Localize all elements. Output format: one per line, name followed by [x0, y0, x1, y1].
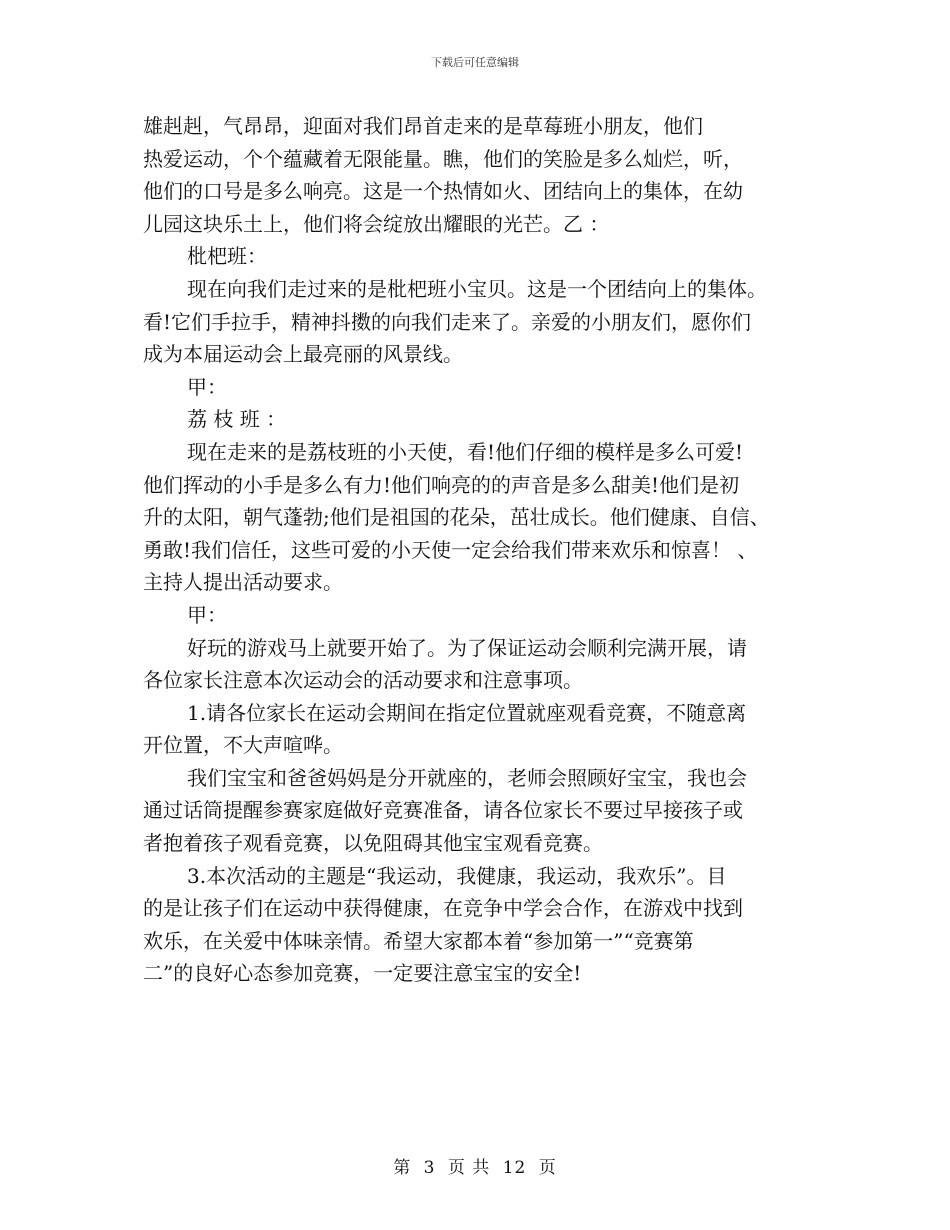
- speaker-label: 甲：: [187, 602, 227, 627]
- text-line: 现在向我们走过来的是枇杷班小宝贝。这是一个团结向上的集体。: [187, 276, 767, 301]
- total-pages: 12: [502, 1158, 527, 1178]
- text-line: 开位置，不大声喧哗。: [143, 733, 343, 758]
- footer-prefix: 第: [393, 1158, 412, 1178]
- speaker-label: 枇杷班：: [187, 244, 267, 269]
- text-line: 各位家长注意本次运动会的活动要求和注意事项。: [143, 668, 583, 693]
- text-line: 他们的口号是多么响亮。这是一个热情如火、团结向上的集体，在幼: [143, 179, 743, 204]
- footer-mid: 页 共: [447, 1158, 491, 1178]
- text-line: 3.本次活动的主题是“我运动，我健康，我运动，我欢乐”。目: [187, 863, 727, 888]
- text-line: 欢乐，在关爱中体味亲情。希望大家都本着“参加第一”“竞赛第: [143, 928, 694, 953]
- text-line: 好玩的游戏马上就要开始了。为了保证运动会顺利完满开展，请: [187, 635, 747, 660]
- page-footer: [0, 1153, 950, 1178]
- text-line: 成为本届运动会上最亮丽的风景线。: [143, 342, 463, 367]
- text-line: 主持人提出活动要求。: [143, 570, 343, 595]
- text-line: 二”的良好心态参加竞赛，一定要注意宝宝的安全!: [143, 961, 582, 986]
- page-header: 下载后可任意编辑: [431, 56, 519, 69]
- text-line: 热爱运动，个个蕴藏着无限能量。瞧，他们的笑脸是多么灿烂，听，: [143, 146, 743, 171]
- text-line: 通过话筒提醒参赛家庭做好竞赛准备，请各位家长不要过早接孩子或: [143, 798, 743, 823]
- speaker-label: 荔 枝 班 ：: [187, 407, 287, 432]
- text-line: 1.请各位家长在运动会期间在指定位置就座观看竞赛，不随意离: [187, 700, 747, 725]
- text-line: 我们宝宝和爸爸妈妈是分开就座的，老师会照顾好宝宝，我也会: [187, 765, 747, 790]
- text-line: 儿园这块乐土上，他们将会绽放出耀眼的光芒。乙 ：: [143, 211, 610, 236]
- text-line: 看!它们手拉手，精神抖擞的向我们走来了。亲爱的小朋友们，愿你们: [143, 309, 752, 334]
- text-line: 雄赳赳，气昂昂，迎面对我们昂首走来的是草莓班小朋友，他们: [143, 114, 703, 138]
- document-body: [143, 110, 823, 990]
- text-line: 者抱着孩子观看竞赛，以免阻碍其他宝宝观看竞赛。: [143, 831, 603, 856]
- text-line: 他们挥动的小手是多么有力!他们响亮的的声音是多么甜美!他们是初: [143, 472, 740, 497]
- text-line: 现在走来的是荔枝班的小天使，看!他们仔细的模样是多么可爱!: [187, 439, 744, 464]
- text-line: 的是让孩子们在运动中获得健康，在竞争中学会合作，在游戏中找到: [143, 896, 743, 921]
- text-line: 升的太阳，朝气蓬勃;他们是祖国的花朵，茁壮成长。他们健康、自信、: [143, 505, 770, 530]
- speaker-label: 甲：: [187, 374, 227, 399]
- page-number: 3: [423, 1158, 436, 1178]
- text-line: 勇敢!我们信任，这些可爱的小天使一定会给我们带来欢乐和惊喜！ 、: [143, 537, 758, 562]
- footer-suffix: 页: [538, 1158, 557, 1178]
